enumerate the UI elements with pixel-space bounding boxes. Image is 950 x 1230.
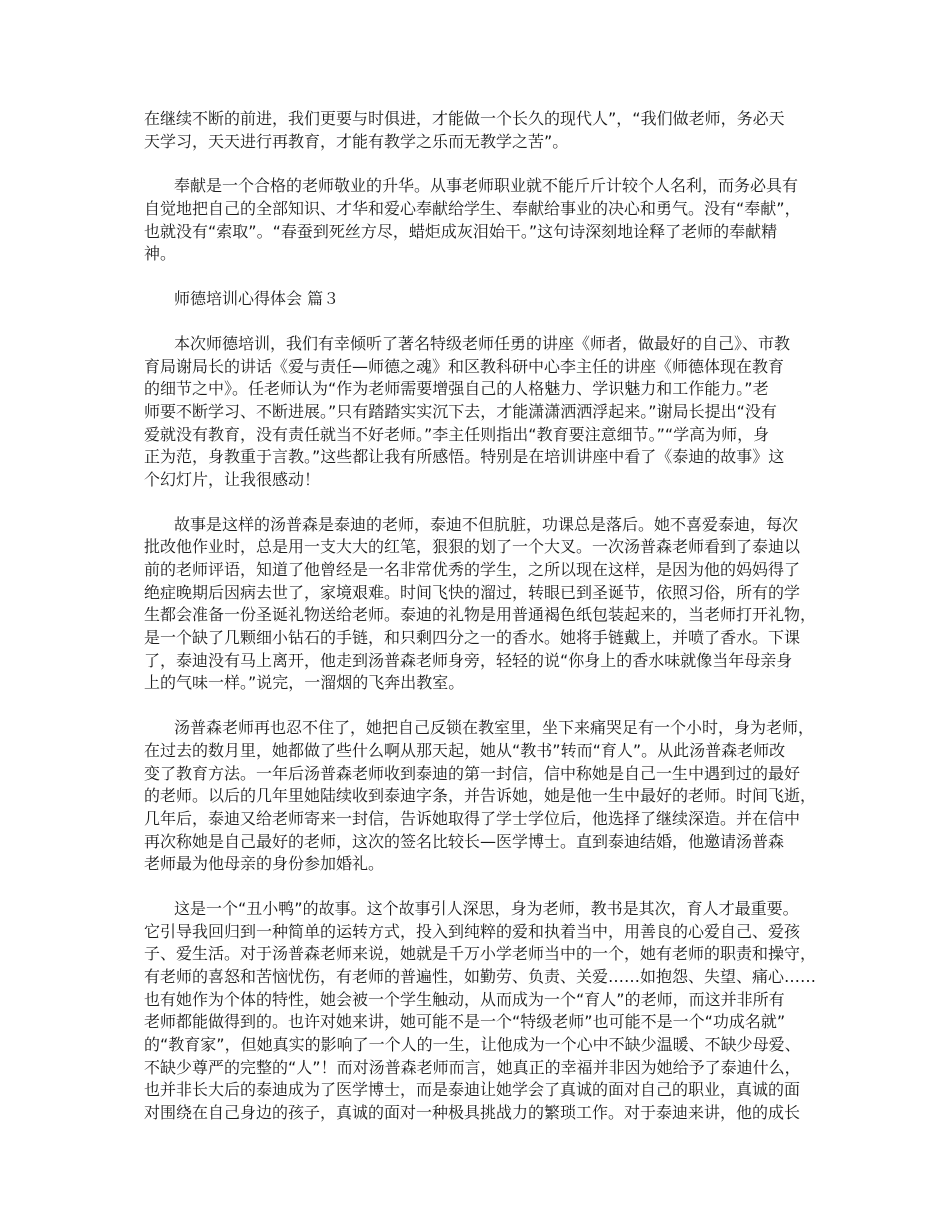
paragraph-6 (144, 898, 817, 1125)
text-line: 有老师的喜怒和苦恼忧伤，有老师的普遍性，如勤劳、负责、关爱……如抱怨、失望、痛心…… (144, 967, 817, 986)
text-line: 不缺少尊严的完整的“人”！而对汤普森老师而言，她真正的幸福并非因为她给予了泰迪什么， (144, 1057, 801, 1077)
text-line: 正为范，身教重于言教。”这些都让我有所感悟。特别是在培训讲座中看了《泰迪的故事》这 (144, 447, 785, 467)
text-line: 汤普森老师再也忍不住了，她把自己反锁在教室里，坐下来痛哭足有一个小时，身为老师， (174, 718, 815, 738)
text-line: 批改他作业时，总是用一支大大的红笔，狠狠的划了一个大叉。一次汤普森老师看到了泰迪以 (144, 537, 801, 557)
text-line: 几年后，泰迪又给老师寄来一封信，告诉她取得了学士学位后，他选择了继续深造。并在信中 (144, 808, 801, 828)
text-line: 在过去的数月里，她都做了些什么啊从那天起，她从“教书”转而“育人”。从此汤普森老师改 (144, 740, 786, 760)
text-line: 神。 (144, 244, 177, 264)
text-line: 前的老师评语，知道了他曾经是一名非常优秀的学生，之所以现在这样，是因为他的妈妈得了 (144, 560, 801, 579)
paragraph-1 (144, 108, 806, 153)
text-line: 上的气味一样。”说完，一溜烟的飞奔出教室。 (144, 673, 465, 693)
text-line: 老师最为他母亲的身份参加婚礼。 (144, 854, 385, 874)
text-line: 是一个缺了几颗细小钻石的手链，和只剩四分之一的香水。她将手链戴上，并喷了香水。下课 (144, 628, 801, 648)
text-line: 变了教育方法。一年后汤普森老师收到泰迪的第一封信，信中称她是自己一生中遇到过的最好 (144, 763, 801, 783)
paragraph-5 (144, 717, 817, 876)
text-line: 生都会准备一份圣诞礼物送给老师。泰迪的礼物是用普通褐色纸包装起来的，当老师打开礼物， (144, 605, 817, 625)
text-line: 的“教育家”，但她真实的影响了一个人的一生，让他成为一个心中不缺少温暖、不缺少母爱、 (144, 1035, 801, 1055)
paragraph-4 (144, 514, 817, 696)
text-line: 爱就没有教育，没有责任就当不好老师。”李主任则指出“教育要注意细节。”“学高为师，身 (144, 424, 770, 444)
text-line: 的老师。以后的几年里她陆续收到泰迪字条，并告诉她，她是他一生中最好的老师。时间飞逝， (144, 786, 817, 806)
text-line: 的细节之中》。任老师认为“作为老师需要增强自己的人格魅力、学识魅力和工作能力。”老 (144, 379, 769, 399)
paragraph-3 (144, 333, 806, 492)
text-line: 这是一个“丑小鸭”的故事。这个故事引人深思，身为老师，教书是其次，育人才最重要。 (174, 898, 799, 918)
text-line: 育局谢局长的讲话《爱与责任—师德之魂》和区教科研中心李主任的讲座《师德体现在教育 (144, 356, 785, 376)
text-line: 也有她作为个体的特性，她会被一个学生触动，从而成为一个“育人”的老师，而这并非所有 (144, 989, 785, 1009)
text-line: 个幻灯片，让我很感动！ (144, 469, 321, 489)
text-line: 也就没有“索取”。“春蚕到死丝方尽，蜡炬成灰泪始干。”这句诗深刻地诠释了老师的奉献精 (144, 221, 778, 241)
text-line: 在继续不断的前进，我们更要与时俱进，才能做一个长久的现代人”，“我们做老师，务必天 (144, 109, 785, 128)
text-line: 再次称她是自己最好的老师，这次的签名比较长—医学博士。直到泰迪结婚，他邀请汤普森 (144, 831, 785, 851)
text-line: 老师都能做得到的。也许对她来讲，她可能不是一个“特级老师”也可能不是一个“功成名就” (144, 1012, 786, 1032)
text-line: 故事是这样的汤普森是泰迪的老师，泰迪不但肮脏，功课总是落后。她不喜爱泰迪，每次 (174, 514, 799, 534)
text-line: 它引导我回归到一种简单的运转方式，投入到纯粹的爱和执着当中，用善良的心爱自己、爱孩 (144, 921, 801, 941)
text-line: 师要不断学习、不断进展。”只有踏踏实实沉下去，才能潇潇洒洒浮起来。”谢局长提出“没有 (144, 401, 777, 421)
text-line: 本次师德培训，我们有幸倾听了著名特级老师任勇的讲座《师者，做最好的自己》、市教 (174, 333, 791, 353)
paragraph-2 (144, 175, 806, 266)
text-line: 也并非长大后的泰迪成为了医学博士，而是泰迪让她学会了真诚的面对自己的职业，真诚的面 (144, 1080, 801, 1100)
text-line: 了，泰迪没有马上离开，他走到汤普森老师身旁，轻轻的说“你身上的香水味就像当年母亲身 (144, 650, 793, 670)
text-line: 奉献是一个合格的老师敬业的升华。从事老师职业就不能斤斤计较个人名利，而务必具有 (174, 176, 799, 196)
heading-text: 师德培训心得体会 篇３ (174, 289, 340, 309)
section-heading (144, 288, 806, 311)
text-line: 对围绕在自己身边的孩子，真诚的面对一种极具挑战力的繁琐工作。对于泰迪来讲，他的成长 (144, 1103, 801, 1123)
document-page (144, 108, 817, 1147)
text-line: 天学习，天天进行再教育，才能有教学之乐而无教学之苦”。 (144, 131, 569, 151)
text-line: 自觉地把自己的全部知识、才华和爱心奉献给学生、奉献给事业的决心和勇气。没有“奉献”， (144, 199, 801, 219)
text-line: 绝症晚期后因病去世了，家境艰难。时间飞快的溜过，转眼已到圣诞节，依照习俗，所有的学 (144, 582, 801, 602)
text-line: 子、爱生活。对于汤普森老师来说，她就是千万小学老师当中的一个，她有老师的职责和操守， (144, 944, 817, 964)
